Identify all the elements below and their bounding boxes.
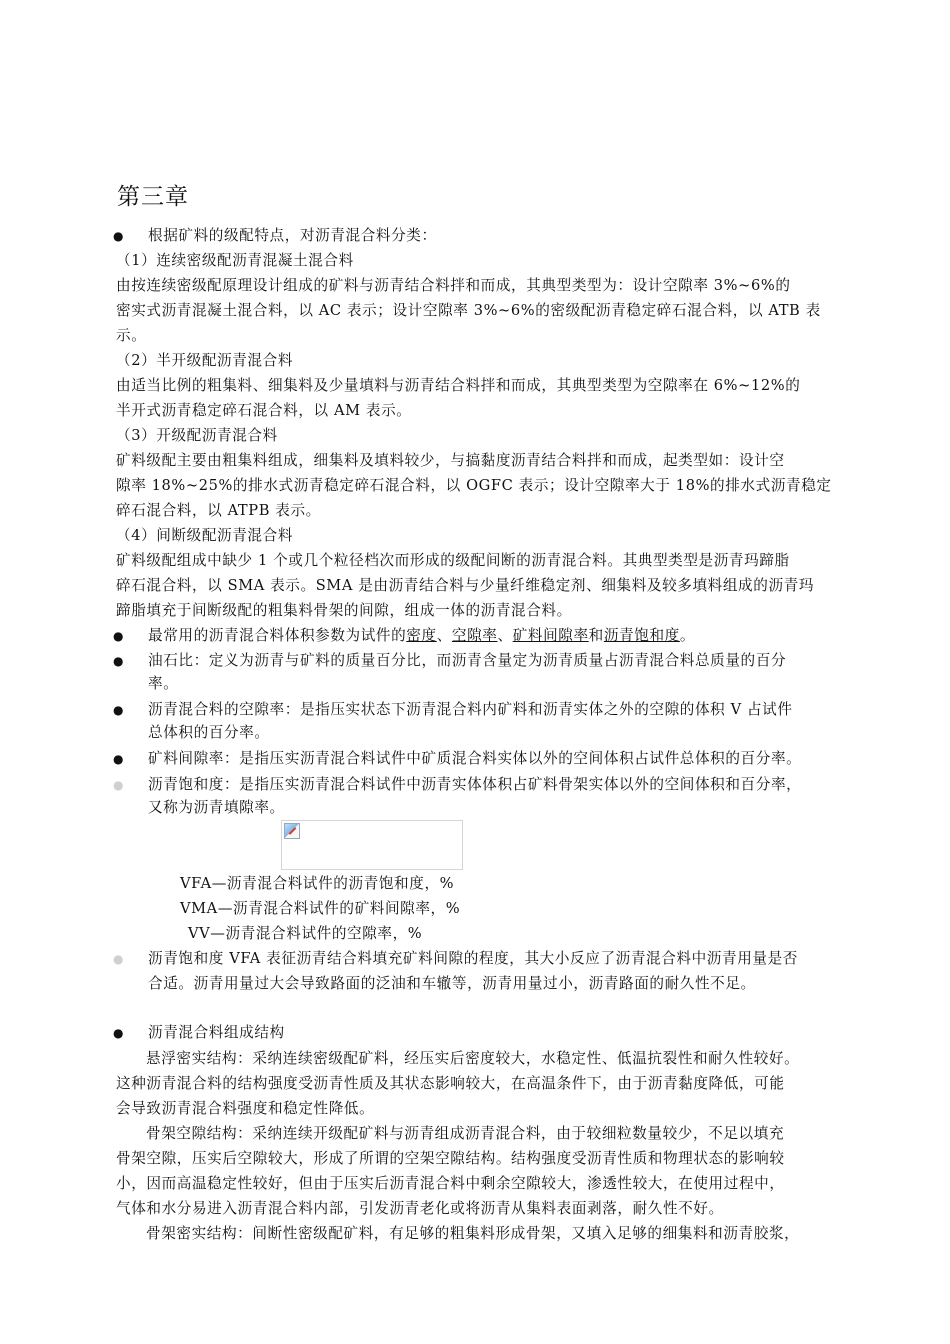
text-span: 最常用的沥青混合料体积参数为试件的 [148,627,407,644]
paragraph-line: 矿料级配组成中缺少 1 个或几个粒径档次而形成的级配间断的沥青混合料。其典型类型是沥青玛蹄脂 [116,552,790,569]
classification-intro: 根据矿料的级配特点，对沥青混合料分类： [148,227,437,244]
vfa-paragraph-line: 合适。沥青用量过大会导致路面的泛油和车辙等，沥青用量过小，沥青路面的耐久性不足。 [148,975,756,992]
broken-image-icon [284,823,300,839]
bullet-icon: ● [113,703,124,717]
formula-variable: VMA—沥青混合料试件的矿料间隙率，% [180,900,461,917]
structure-line: 骨架空隙结构：采纳连续开级配矿料与沥青组成沥青混合料，由于较细粒数量较少，不足以填充 [146,1125,785,1142]
definition-line: 总体积的百分率。 [148,724,270,741]
bullet-icon: ● [113,752,124,766]
link-density[interactable]: 密度 [406,627,437,644]
structure-line: 气体和水分易进入沥青混合料内部，引发沥青老化或将沥青从集料表面剥落，耐久性不好。 [116,1200,724,1217]
bullet-icon: ● [113,778,124,792]
bullet-icon: ● [113,952,124,966]
vfa-paragraph-line: 沥青饱和度 VFA 表征沥青结合料填充矿料间隙的程度，其大小反应了沥青混合料中沥青用量是否 [148,950,798,967]
bullet-icon: ● [113,1026,124,1040]
structure-line: 会导致沥青混合料强度和稳定性降低。 [116,1100,375,1117]
structure-line: 这种沥青混合料的结构强度受沥青性质及其状态影响较大，在高温条件下，由于沥青黏度降低，可能 [116,1075,785,1092]
formula-variable: VV—沥青混合料试件的空隙率，% [188,925,423,942]
paragraph-line: 半开式沥青稳定碎石混合料，以 AM 表示。 [116,402,412,419]
text-span: 、 [497,627,513,644]
structure-line: 骨架空隙，压实后空隙较大，形成了所谓的空架空隙结构。结构强度受沥青性质和物理状态的影响较 [116,1150,785,1167]
definition-line: 矿料间隙率：是指压实沥青混合料试件中矿质混合料实体以外的空间体积占试件总体积的百分率。 [148,750,802,767]
paragraph-line: 由适当比例的粗集料、细集料及少量填料与沥青结合料拌和而成，其典型类型为空隙率在 6%~12%的 [116,377,801,394]
paragraph-line: 由按连续密级配原理设计组成的矿料与沥青结合料拌和而成，其典型类型为：设计空隙率 3%~6%的 [116,277,791,294]
structure-line: 骨架密实结构：间断性密级配矿料，有足够的粗集料形成骨架，又填入足够的细集料和沥青胶浆， [146,1225,800,1242]
text-span: 。 [679,627,696,644]
definition-line: 率。 [148,675,179,692]
paragraph-line: 隙率 18%~25%的排水式沥青稳定碎石混合料，以 OGFC 表示；设计空隙率大于 18%的排水式沥青稳定 [116,477,832,494]
subheading-3: （3）开级配沥青混合料 [116,427,278,444]
paragraph-line: 矿料级配主要由粗集料组成，细集料及填料较少，与搞黏度沥青结合料拌和而成，起类型如：设计空 [116,452,785,469]
link-vfa[interactable]: 沥青饱和度 [603,627,680,644]
subheading-1: （1）连续密级配沥青混凝土混合料 [116,252,354,269]
link-vma[interactable]: 矿料间隙率 [512,627,589,644]
text-span: 和 [588,627,604,644]
definition-line: 沥青饱和度：是指压实沥青混合料试件中沥青实体体积占矿料骨架实体以外的空间体积和百分率， [148,776,802,793]
paragraph-line: 碎石混合料，以 SMA 表示。SMA 是由沥青结合料与少量纤维稳定剂、细集料及较多填料组成的沥青玛 [116,577,815,594]
paragraph-line: 蹄脂填充于间断级配的粗集料骨架的间隙，组成一体的沥青混合料。 [116,602,572,619]
formula-variable: VFA—沥青混合料试件的沥青饱和度，% [180,875,455,892]
structure-line: 小，因而高温稳定性较好，但由于压实后沥青混合料中剩余空隙较大，渗透性较大，在使用过程中， [116,1175,785,1192]
structure-line: 悬浮密实结构：采纳连续密级配矿料，经压实后密度较大，水稳定性、低温抗裂性和耐久性较好。 [146,1050,800,1067]
bullet-icon: ● [113,654,124,668]
formula-image-placeholder [281,820,463,870]
definition-line: 又称为沥青填隙率。 [148,799,285,816]
subheading-4: （4）间断级配沥青混合料 [116,527,294,544]
structure-heading: 沥青混合料组成结构 [148,1024,285,1041]
chapter-title: 第三章 [117,184,189,210]
subheading-2: （2）半开级配沥青混合料 [116,352,294,369]
bullet-icon: ● [113,229,124,243]
volume-params-line [148,626,908,646]
paragraph-line: 示。 [116,327,147,344]
definition-line: 油石比：定义为沥青与矿料的质量百分比，而沥青含量定为沥青质量占沥青混合料总质量的百分 [148,652,787,669]
definition-line: 沥青混合料的空隙率：是指压实状态下沥青混合料内矿料和沥青实体之外的空隙的体积 V 占试件 [148,701,793,718]
bullet-icon: ● [113,629,124,643]
paragraph-line: 密实式沥青混凝土混合料，以 AC 表示；设计空隙率 3%~6%的密级配沥青稳定碎石混合料，以 ATB 表 [116,302,821,319]
paragraph-line: 碎石混合料，以 ATPB 表示。 [116,502,321,519]
text-span: 、 [436,627,452,644]
link-void-ratio[interactable]: 空隙率 [451,627,498,644]
